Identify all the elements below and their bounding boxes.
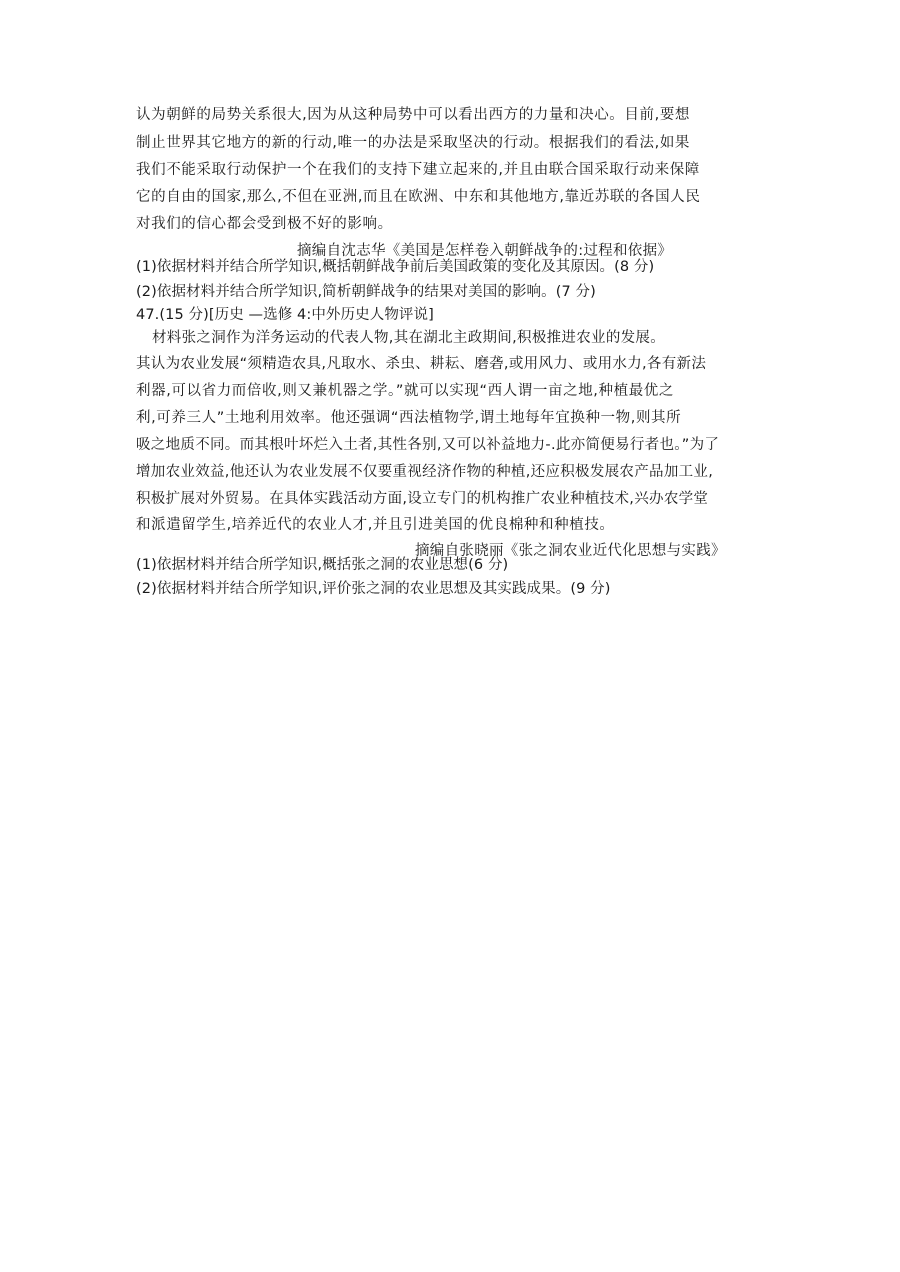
q47-material-line-2: 其认为农业发展“须精造农具,凡取水、杀虫、耕耘、磨砻,或用风力、或用水力,各有新法 (136, 356, 707, 372)
question47-header: 47.(15 分)[历史 —选修 4:中外历史人物评说] (136, 307, 434, 323)
q47-material-line-7: 积极扩展对外贸易。在具体实践活动方面,设立专门的机构推广农业种植技术,兴办农学堂 (136, 491, 709, 507)
q47-material-line-6: 增加农业效益,他还认为农业发展不仅要重视经济作物的种植,还应积极发展农产品加工业, (136, 464, 714, 480)
passage1-source: 摘编自沈志华《美国是怎样卷入朝鲜战争的:过程和依据》 (297, 243, 673, 259)
passage1-line-1: 认为朝鲜的局势关系很大,因为从这种局势中可以看出西方的力量和决心。目前,要想 (136, 107, 691, 123)
q47-source: 摘编自张晓丽《张之洞农业近代化思想与实践》 (415, 543, 726, 559)
q47-material-line-5: 吸之地质不同。而其根叶坏烂入土者,其性各别,又可以补益地力-.此亦简便易行者也。”为了 (136, 437, 720, 453)
q47-material-line-4: 利,可养三人”土地利用效率。他还强调“西法植物学,谓土地每年宜换种一物,则其所 (136, 410, 682, 426)
passage1-line-4: 它的自由的国家,那么,不但在亚洲,而且在欧洲、中东和其他地方,靠近苏联的各国人民 (136, 189, 701, 205)
passage1-line-3: 我们不能采取行动保护一个在我们的支持下建立起来的,并且由联合国采取行动来保障 (136, 162, 700, 178)
q47-material-line-1: 材料张之洞作为洋务运动的代表人物,其在湖北主政期间,积极推进农业的发展。 (152, 330, 666, 346)
question46-1: (1)依据材料并结合所学知识,概括朝鲜战争前后美国政策的变化及其原因。(8 分) (136, 259, 655, 275)
passage1-line-2: 制止世界其它地方的新的行动,唯一的办法是采取坚决的行动。根据我们的看法,如果 (136, 135, 691, 151)
q47-material-line-3: 利器,可以省力而倍收,则又兼机器之学。”就可以实现“西人谓一亩之地,种植最优之 (136, 383, 674, 399)
question47-1: (1)依据材料并结合所学知识,概括张之洞的农业思想(6 分) (136, 557, 509, 573)
passage1-line-5: 对我们的信心都会受到极不好的影响。 (136, 216, 393, 232)
question47-2: (2)依据材料并结合所学知识,评价张之洞的农业思想及其实践成果。(9 分) (136, 581, 611, 597)
question46-2: (2)依据材料并结合所学知识,简析朝鲜战争的结果对美国的影响。(7 分) (136, 284, 596, 300)
q47-material-line-8: 和派遣留学生,培养近代的农业人才,并且引进美国的优良棉种和种植技。 (136, 517, 615, 533)
